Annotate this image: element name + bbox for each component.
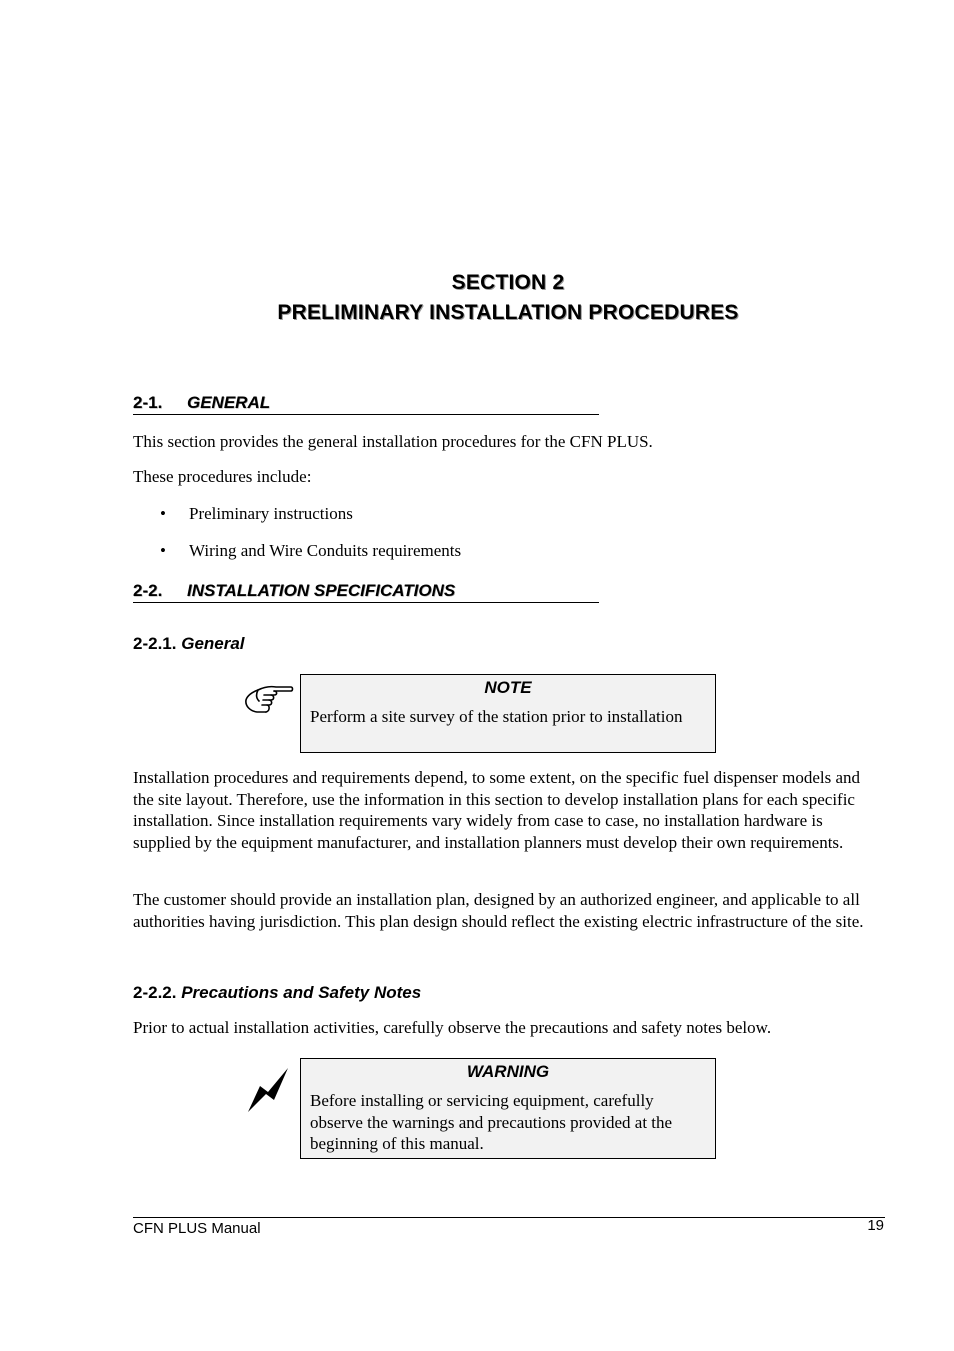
note-title: NOTE bbox=[484, 678, 532, 697]
warning-body: Before installing or servicing equipment, carefully observe the warnings and precautions provided at the beginning of this manual. bbox=[310, 1091, 673, 1153]
paragraph-installation-plan: The customer should provide an installation plan, designed by an authorized engineer, and applicable to all authorities having jurisdiction. This plan design should reflect the existing electric infrastructure of the site. bbox=[133, 890, 864, 931]
paragraph-installation-procedures: Installation procedures and requirements depend, to some extent, on the specific fuel dispenser models and the site layout. Therefore, use the information in this section to develop installation plans for each specific installation. Since installation requirements vary widely from case to case, no installation hardware is supplied by the equipment manufacturer, and installation planners must develop their own requirements. bbox=[133, 768, 860, 852]
page-number: 19 bbox=[867, 1217, 884, 1234]
footer-manual-name: CFN PLUS Manual bbox=[133, 1220, 261, 1237]
heading-number: 2-2.1. bbox=[133, 634, 177, 653]
list-item bbox=[160, 540, 461, 561]
heading-2-2 bbox=[133, 581, 599, 603]
bullet-dot: • bbox=[160, 504, 166, 523]
list-item-text: Wiring and Wire Conduits requirements bbox=[189, 541, 462, 560]
list-item-text: Preliminary instructions bbox=[189, 504, 353, 523]
pointing-hand-icon bbox=[244, 681, 294, 715]
heading-2-2-1 bbox=[133, 634, 245, 654]
paragraph-procedures-include: These procedures include: bbox=[133, 467, 312, 486]
bullet-dot: • bbox=[160, 541, 166, 560]
list-item bbox=[160, 503, 353, 524]
section-number: SECTION 2 bbox=[451, 271, 565, 294]
heading-number: 2-2.2. bbox=[133, 983, 177, 1002]
lightning-bolt-icon bbox=[246, 1066, 292, 1114]
heading-number: 2-2. bbox=[133, 581, 163, 600]
note-body: Perform a site survey of the station prior to installation bbox=[310, 707, 683, 726]
warning-box bbox=[300, 1058, 716, 1159]
heading-number: 2-1. bbox=[133, 393, 163, 412]
section-title: PRELIMINARY INSTALLATION PROCEDURES bbox=[277, 301, 739, 324]
heading-2-1 bbox=[133, 393, 599, 415]
footer-rule bbox=[133, 1217, 885, 1218]
warning-title: WARNING bbox=[466, 1062, 550, 1081]
paragraph-precautions: Prior to actual installation activities, carefully observe the precautions and safety notes below. bbox=[133, 1018, 772, 1037]
paragraph-intro: This section provides the general installation procedures for the CFN PLUS. bbox=[133, 432, 653, 451]
heading-title: General bbox=[181, 634, 245, 653]
heading-2-2-2 bbox=[133, 983, 421, 1003]
heading-title: Precautions and Safety Notes bbox=[181, 983, 422, 1002]
heading-title: GENERAL bbox=[187, 393, 271, 412]
note-box bbox=[300, 674, 716, 753]
heading-title: INSTALLATION SPECIFICATIONS bbox=[187, 581, 456, 600]
